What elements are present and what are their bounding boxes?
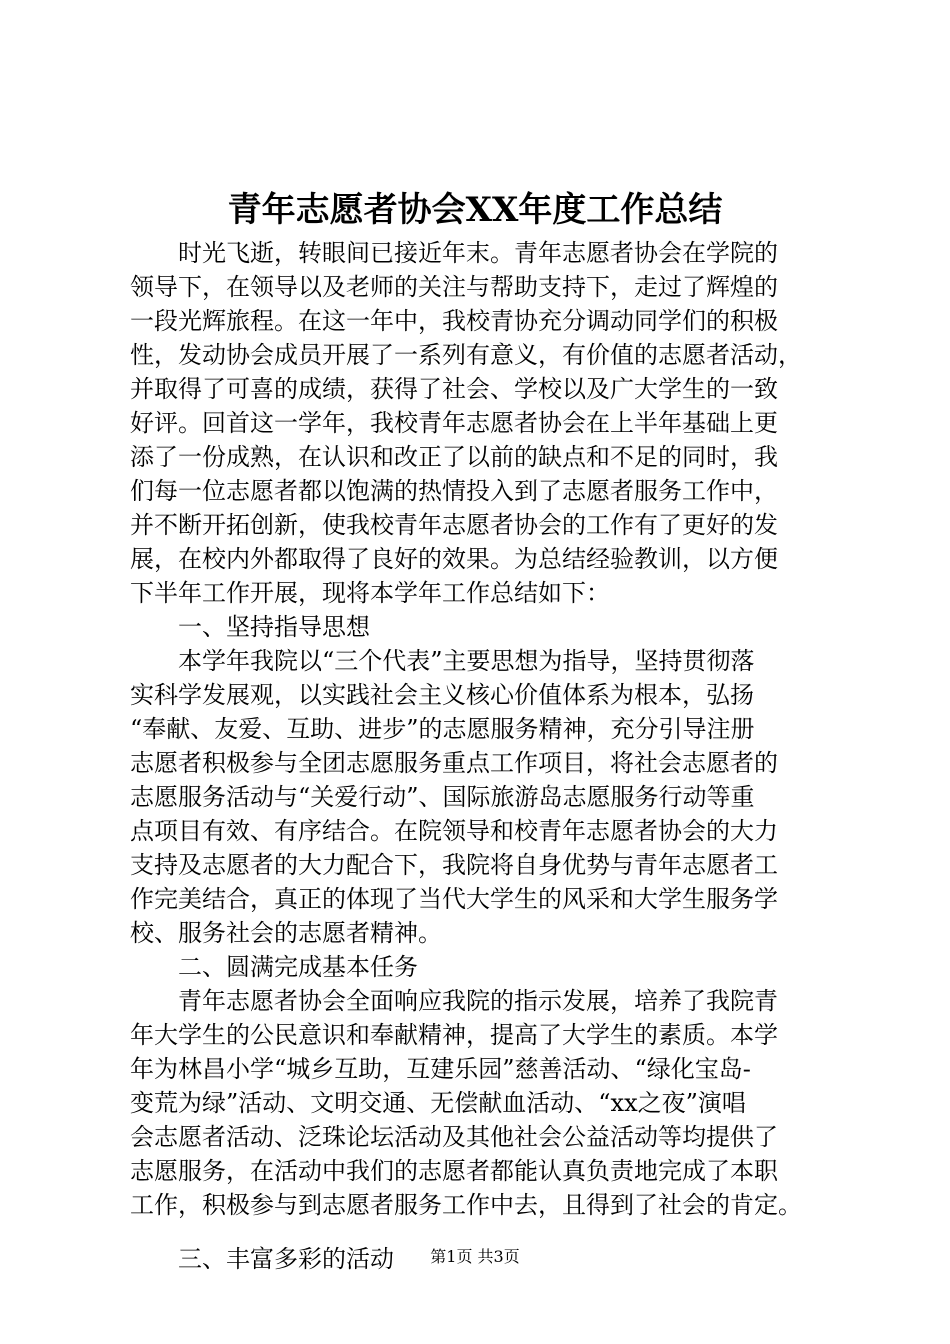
body-line: 支持及志愿者的大力配合下，我院将自身优势与青年志愿者工	[130, 851, 778, 879]
body-line: 领导下，在领导以及老师的关注与帮助支持下，走过了辉煌的	[130, 273, 778, 301]
section-heading-3: 三、丰富多彩的活动	[130, 1245, 394, 1273]
body-line: 并取得了可喜的成绩，获得了社会、学校以及广大学生的一致	[130, 375, 778, 403]
body-line: 校、服务社会的志愿者精神。	[130, 919, 442, 947]
body-line: 作完美结合，真正的体现了当代大学生的风采和大学生服务学	[130, 885, 778, 913]
body-line: 工作，积极参与到志愿者服务工作中去，且得到了社会的肯定。	[130, 1191, 802, 1219]
body-line: 并不断开拓创新，使我校青年志愿者协会的工作有了更好的发	[130, 511, 778, 539]
body-line: 好评。回首这一学年，我校青年志愿者协会在上半年基础上更	[130, 409, 778, 437]
body-line: 年大学生的公民意识和奉献精神，提高了大学生的素质。本学	[130, 1021, 778, 1049]
body-line: 时光飞逝，转眼间已接近年末。青年志愿者协会在学院的	[130, 239, 778, 267]
body-line: 添了一份成熟，在认识和改正了以前的缺点和不足的同时，我	[130, 443, 778, 471]
body-line: 青年志愿者协会全面响应我院的指示发展，培养了我院青	[130, 987, 778, 1015]
body-line: 实科学发展观，以实践社会主义核心价值体系为根本，弘扬	[130, 681, 754, 709]
body-line: 会志愿者活动、泛珠论坛活动及其他社会公益活动等均提供了	[130, 1123, 778, 1151]
page-footer: 第1页 共3页	[430, 1247, 520, 1266]
section-heading-2: 二、圆满完成基本任务	[130, 953, 418, 981]
body-line: 下半年工作开展，现将本学年工作总结如下：	[130, 579, 610, 607]
body-line: 本学年我院以“三个代表”主要思想为指导，坚持贯彻落	[130, 647, 755, 675]
body-line: 展，在校内外都取得了良好的效果。为总结经验教训，以方便	[130, 545, 778, 573]
paragraph-gap	[130, 1222, 830, 1242]
body-line: 一段光辉旅程。在这一年中，我校青协充分调动同学们的积极	[130, 307, 778, 335]
body-line: 变荒为绿”活动、文明交通、无偿献血活动、“xx之夜”演唱	[130, 1089, 746, 1117]
section-heading-1: 一、坚持指导思想	[130, 613, 370, 641]
body-line: 点项目有效、有序结合。在院领导和校青年志愿者协会的大力	[130, 817, 778, 845]
body-line: 年为林昌小学“城乡互助，互建乐园”慈善活动、“绿化宝岛-	[130, 1055, 751, 1083]
body-line: 志愿服务，在活动中我们的志愿者都能认真负责地完成了本职	[130, 1157, 778, 1185]
body-line: 志愿服务活动与“关爱行动”、国际旅游岛志愿服务行动等重	[130, 783, 755, 811]
body-line: 志愿者积极参与全团志愿服务重点工作项目，将社会志愿者的	[130, 749, 778, 777]
document-body	[130, 236, 830, 1276]
body-line: 性，发动协会成员开展了一系列有意义，有价值的志愿者活动，	[130, 341, 802, 369]
body-line: 们每一位志愿者都以饱满的热情投入到了志愿者服务工作中，	[130, 477, 778, 505]
document-title: 青年志愿者协会XX年度工作总结	[227, 190, 723, 230]
body-line: “奉献、友爱、互助、进步”的志愿服务精神，充分引导注册	[130, 715, 755, 743]
